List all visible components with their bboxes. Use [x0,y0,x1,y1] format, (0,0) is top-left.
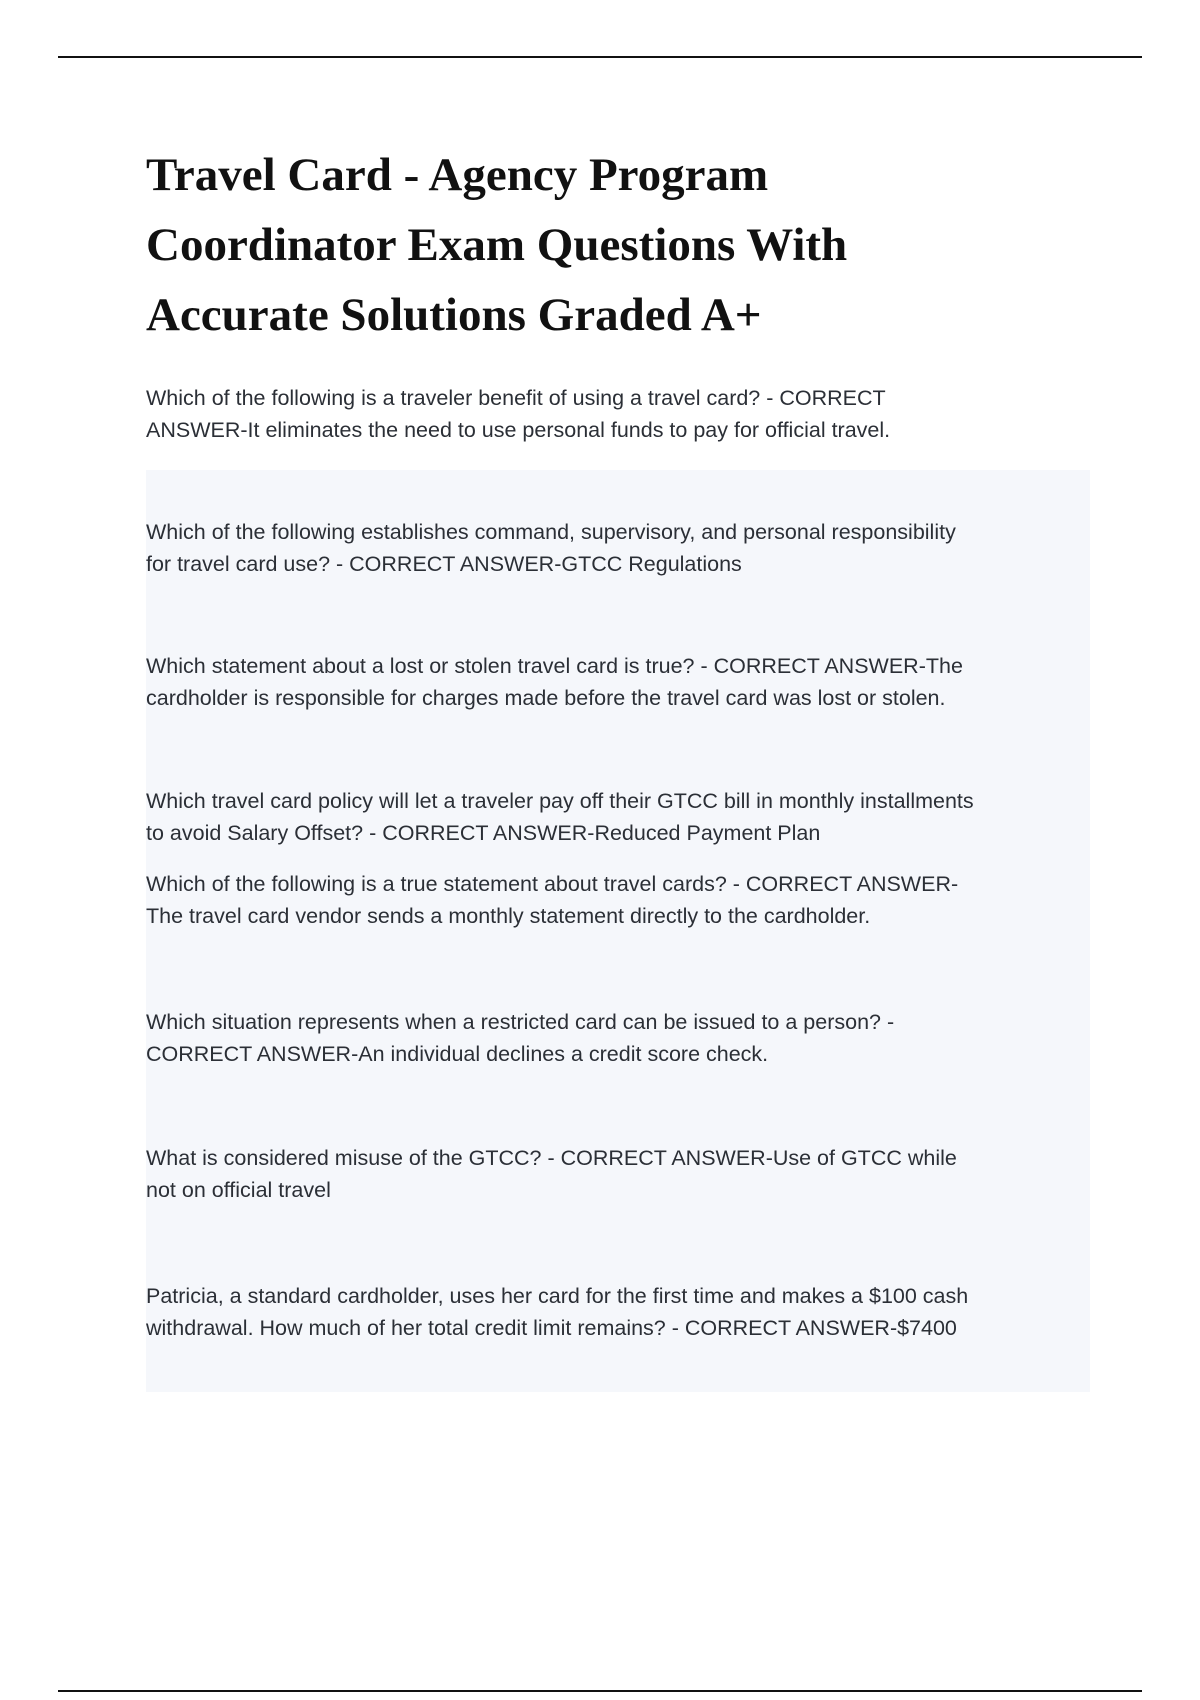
qa-line: for travel card use? - CORRECT ANSWER-GTCC Regulations [146,552,742,576]
question-answer-item [146,785,1086,849]
qa-line: Which situation represents when a restricted card can be issued to a person? - [146,1010,895,1034]
question-answer-item [146,1142,1086,1206]
question-answer-panel [146,470,1090,1392]
qa-line: Patricia, a standard cardholder, uses her card for the first time and makes a $100 cash [146,1284,969,1308]
bottom-rule [58,1690,1142,1692]
question-answer-item [146,382,1086,446]
qa-line: Which statement about a lost or stolen travel card is true? - CORRECT ANSWER-The [146,654,963,678]
qa-line: CORRECT ANSWER-An individual declines a credit score check. [146,1042,769,1066]
title-line: Accurate Solutions Graded A+ [146,289,762,341]
question-answer-item [146,1280,1086,1344]
qa-line: Which travel card policy will let a traveler pay off their GTCC bill in monthly installments [146,789,974,813]
qa-line: cardholder is responsible for charges made before the travel card was lost or stolen. [146,686,946,710]
qa-line: Which of the following is a true statement about travel cards? - CORRECT ANSWER- [146,872,959,896]
document-title [146,140,1046,350]
question-answer-item [146,650,1086,714]
question-answer-item [146,1006,1086,1070]
question-answer-item [146,868,1086,932]
qa-line: to avoid Salary Offset? - CORRECT ANSWER-Reduced Payment Plan [146,821,821,845]
title-line: Coordinator Exam Questions With [146,219,848,271]
qa-line: Which of the following is a traveler benefit of using a travel card? - CORRECT [146,386,886,410]
qa-line: What is considered misuse of the GTCC? - CORRECT ANSWER-Use of GTCC while [146,1146,957,1170]
qa-line: Which of the following establishes command, supervisory, and personal responsibility [146,520,956,544]
qa-line: ANSWER-It eliminates the need to use personal funds to pay for official travel. [146,418,891,442]
top-rule [58,56,1142,58]
qa-line: The travel card vendor sends a monthly statement directly to the cardholder. [146,904,871,928]
question-answer-item [146,516,1086,580]
title-line: Travel Card - Agency Program [146,149,769,201]
qa-line: not on official travel [146,1178,331,1202]
qa-line: withdrawal. How much of her total credit limit remains? - CORRECT ANSWER-$7400 [146,1316,957,1340]
